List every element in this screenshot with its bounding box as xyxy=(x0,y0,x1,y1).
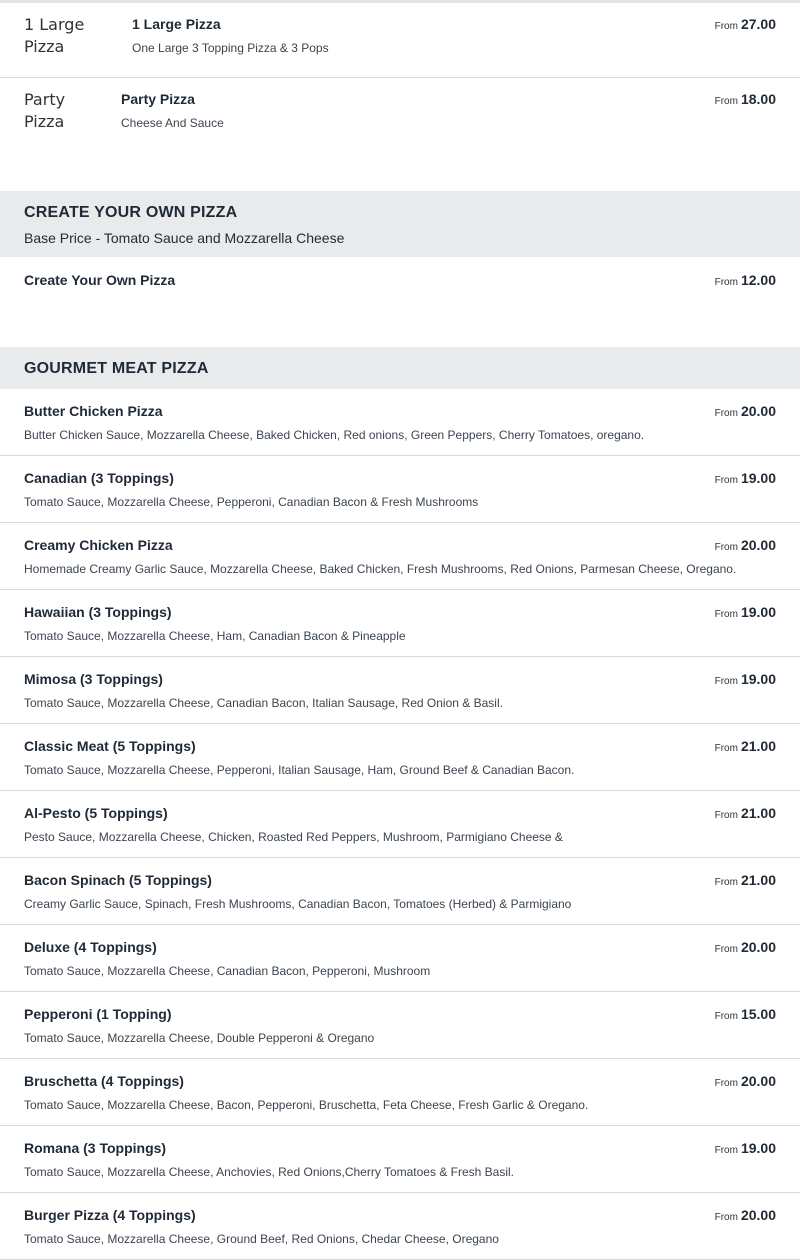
item-name: Party Pizza xyxy=(121,91,195,107)
item-description: Cheese And Sauce xyxy=(121,116,224,130)
item-image: Party Pizza xyxy=(24,90,66,131)
item-description: Tomato Sauce, Mozzarella Cheese, Ground Beef, Red Onions, Chedar Cheese, Oregano xyxy=(24,1232,499,1246)
price-amount: 19.00 xyxy=(740,1140,776,1156)
from-label: From xyxy=(714,944,738,955)
item-name: Bacon Spinach (5 Toppings) xyxy=(24,872,212,888)
item-price xyxy=(715,805,776,823)
price-amount: 21.00 xyxy=(740,738,776,754)
price-amount: 19.00 xyxy=(740,671,776,687)
table-row[interactable] xyxy=(0,456,800,523)
table-row[interactable] xyxy=(0,858,800,925)
from-label: From xyxy=(714,810,738,821)
from-label: From xyxy=(714,676,738,687)
table-row[interactable] xyxy=(0,1193,800,1260)
from-label: From xyxy=(714,1011,738,1022)
price-amount: 19.00 xyxy=(740,604,776,620)
price-amount: 21.00 xyxy=(740,805,776,821)
price-amount: 19.00 xyxy=(740,470,776,486)
item-name: Hawaiian (3 Toppings) xyxy=(24,604,172,620)
table-row[interactable] xyxy=(0,925,800,992)
item-price xyxy=(715,939,776,957)
from-label: From xyxy=(714,408,738,419)
section-subtitle: Base Price - Tomato Sauce and Mozzarella Cheese xyxy=(24,230,345,246)
from-label: From xyxy=(714,21,738,32)
item-description: Tomato Sauce, Mozzarella Cheese, Anchovies, Red Onions,Cherry Tomatoes & Fresh Basil. xyxy=(24,1165,515,1179)
item-description: Creamy Garlic Sauce, Spinach, Fresh Mushrooms, Canadian Bacon, Tomatoes (Herbed) & Parmigiano xyxy=(24,897,572,911)
item-image: 1 Large Pizza xyxy=(24,15,85,56)
menu-item-1-large-pizza[interactable] xyxy=(0,3,800,78)
item-price xyxy=(715,1006,776,1024)
from-label: From xyxy=(714,1212,738,1223)
item-price xyxy=(715,16,776,34)
item-description: Homemade Creamy Garlic Sauce, Mozzarella Cheese, Baked Chicken, Fresh Mushrooms, Red Onions, Parmesan Cheese, Oregano. xyxy=(24,562,737,576)
from-label: From xyxy=(714,609,738,620)
item-name: Pepperoni (1 Topping) xyxy=(24,1006,172,1022)
price-amount: 21.00 xyxy=(740,872,776,888)
item-description: Tomato Sauce, Mozzarella Cheese, Bacon, Pepperoni, Bruschetta, Feta Cheese, Fresh Garlic & Oregano. xyxy=(24,1098,589,1112)
from-label: From xyxy=(714,277,738,288)
item-price xyxy=(715,604,776,622)
item-description: Tomato Sauce, Mozzarella Cheese, Pepperoni, Italian Sausage, Ham, Ground Beef & Canadian Bacon. xyxy=(24,763,575,777)
from-label: From xyxy=(714,96,738,107)
item-description: Tomato Sauce, Mozzarella Cheese, Pepperoni, Canadian Bacon & Fresh Mushrooms xyxy=(24,495,479,509)
item-description: Tomato Sauce, Mozzarella Cheese, Canadian Bacon, Italian Sausage, Red Onion & Basil. xyxy=(24,696,503,710)
item-name: Butter Chicken Pizza xyxy=(24,403,163,419)
table-row[interactable] xyxy=(0,389,800,456)
section-header-create-your-own xyxy=(0,191,800,257)
item-name: Canadian (3 Toppings) xyxy=(24,470,174,486)
table-row[interactable] xyxy=(0,791,800,858)
from-label: From xyxy=(714,743,738,754)
table-row[interactable] xyxy=(0,657,800,724)
item-name: Creamy Chicken Pizza xyxy=(24,537,173,553)
item-price xyxy=(715,738,776,756)
item-price xyxy=(715,470,776,488)
table-row[interactable] xyxy=(0,992,800,1059)
item-name: Classic Meat (5 Toppings) xyxy=(24,738,196,754)
price-amount: 20.00 xyxy=(740,939,776,955)
table-row[interactable] xyxy=(0,523,800,590)
section-header-gourmet-meat xyxy=(0,347,800,389)
price-amount: 27.00 xyxy=(740,16,776,32)
price-amount: 20.00 xyxy=(740,403,776,419)
menu-item-party-pizza[interactable] xyxy=(0,78,800,191)
menu-item-create-your-own-pizza[interactable] xyxy=(0,257,800,347)
price-amount: 20.00 xyxy=(740,537,776,553)
from-label: From xyxy=(714,1078,738,1089)
table-row[interactable] xyxy=(0,724,800,791)
section-title: GOURMET MEAT PIZZA xyxy=(24,360,209,377)
item-description: Butter Chicken Sauce, Mozzarella Cheese, Baked Chicken, Red onions, Green Peppers, Cherry Tomatoes, oregano. xyxy=(24,428,645,442)
table-row[interactable] xyxy=(0,590,800,657)
item-name: 1 Large Pizza xyxy=(132,16,221,32)
item-name: Deluxe (4 Toppings) xyxy=(24,939,157,955)
table-row[interactable] xyxy=(0,1059,800,1126)
item-price xyxy=(715,1073,776,1091)
from-label: From xyxy=(714,877,738,888)
item-name: Burger Pizza (4 Toppings) xyxy=(24,1207,196,1223)
item-name: Romana (3 Toppings) xyxy=(24,1140,167,1156)
item-name: Mimosa (3 Toppings) xyxy=(24,671,163,687)
from-label: From xyxy=(714,1145,738,1156)
item-name: Al-Pesto (5 Toppings) xyxy=(24,805,168,821)
item-price xyxy=(715,91,776,109)
from-label: From xyxy=(714,542,738,553)
item-price xyxy=(715,537,776,555)
item-description: One Large 3 Topping Pizza & 3 Pops xyxy=(132,41,329,55)
price-amount: 15.00 xyxy=(740,1006,776,1022)
price-amount: 20.00 xyxy=(740,1073,776,1089)
from-label: From xyxy=(714,475,738,486)
price-amount: 18.00 xyxy=(740,91,776,107)
item-name: Bruschetta (4 Toppings) xyxy=(24,1073,184,1089)
item-price xyxy=(715,872,776,890)
price-amount: 12.00 xyxy=(740,272,776,288)
item-description: Pesto Sauce, Mozzarella Cheese, Chicken, Roasted Red Peppers, Mushroom, Parmigiano Cheese & xyxy=(24,830,563,844)
table-row[interactable] xyxy=(0,1126,800,1193)
section-title: CREATE YOUR OWN PIZZA xyxy=(24,204,238,221)
item-price xyxy=(715,403,776,421)
item-price xyxy=(715,671,776,689)
item-price xyxy=(715,272,776,290)
item-price xyxy=(715,1140,776,1158)
item-name: Create Your Own Pizza xyxy=(24,272,176,288)
item-description: Tomato Sauce, Mozzarella Cheese, Canadian Bacon, Pepperoni, Mushroom xyxy=(24,964,431,978)
item-description: Tomato Sauce, Mozzarella Cheese, Double Pepperoni & Oregano xyxy=(24,1031,375,1045)
price-amount: 20.00 xyxy=(740,1207,776,1223)
item-price xyxy=(715,1207,776,1225)
item-description: Tomato Sauce, Mozzarella Cheese, Ham, Canadian Bacon & Pineapple xyxy=(24,629,406,643)
